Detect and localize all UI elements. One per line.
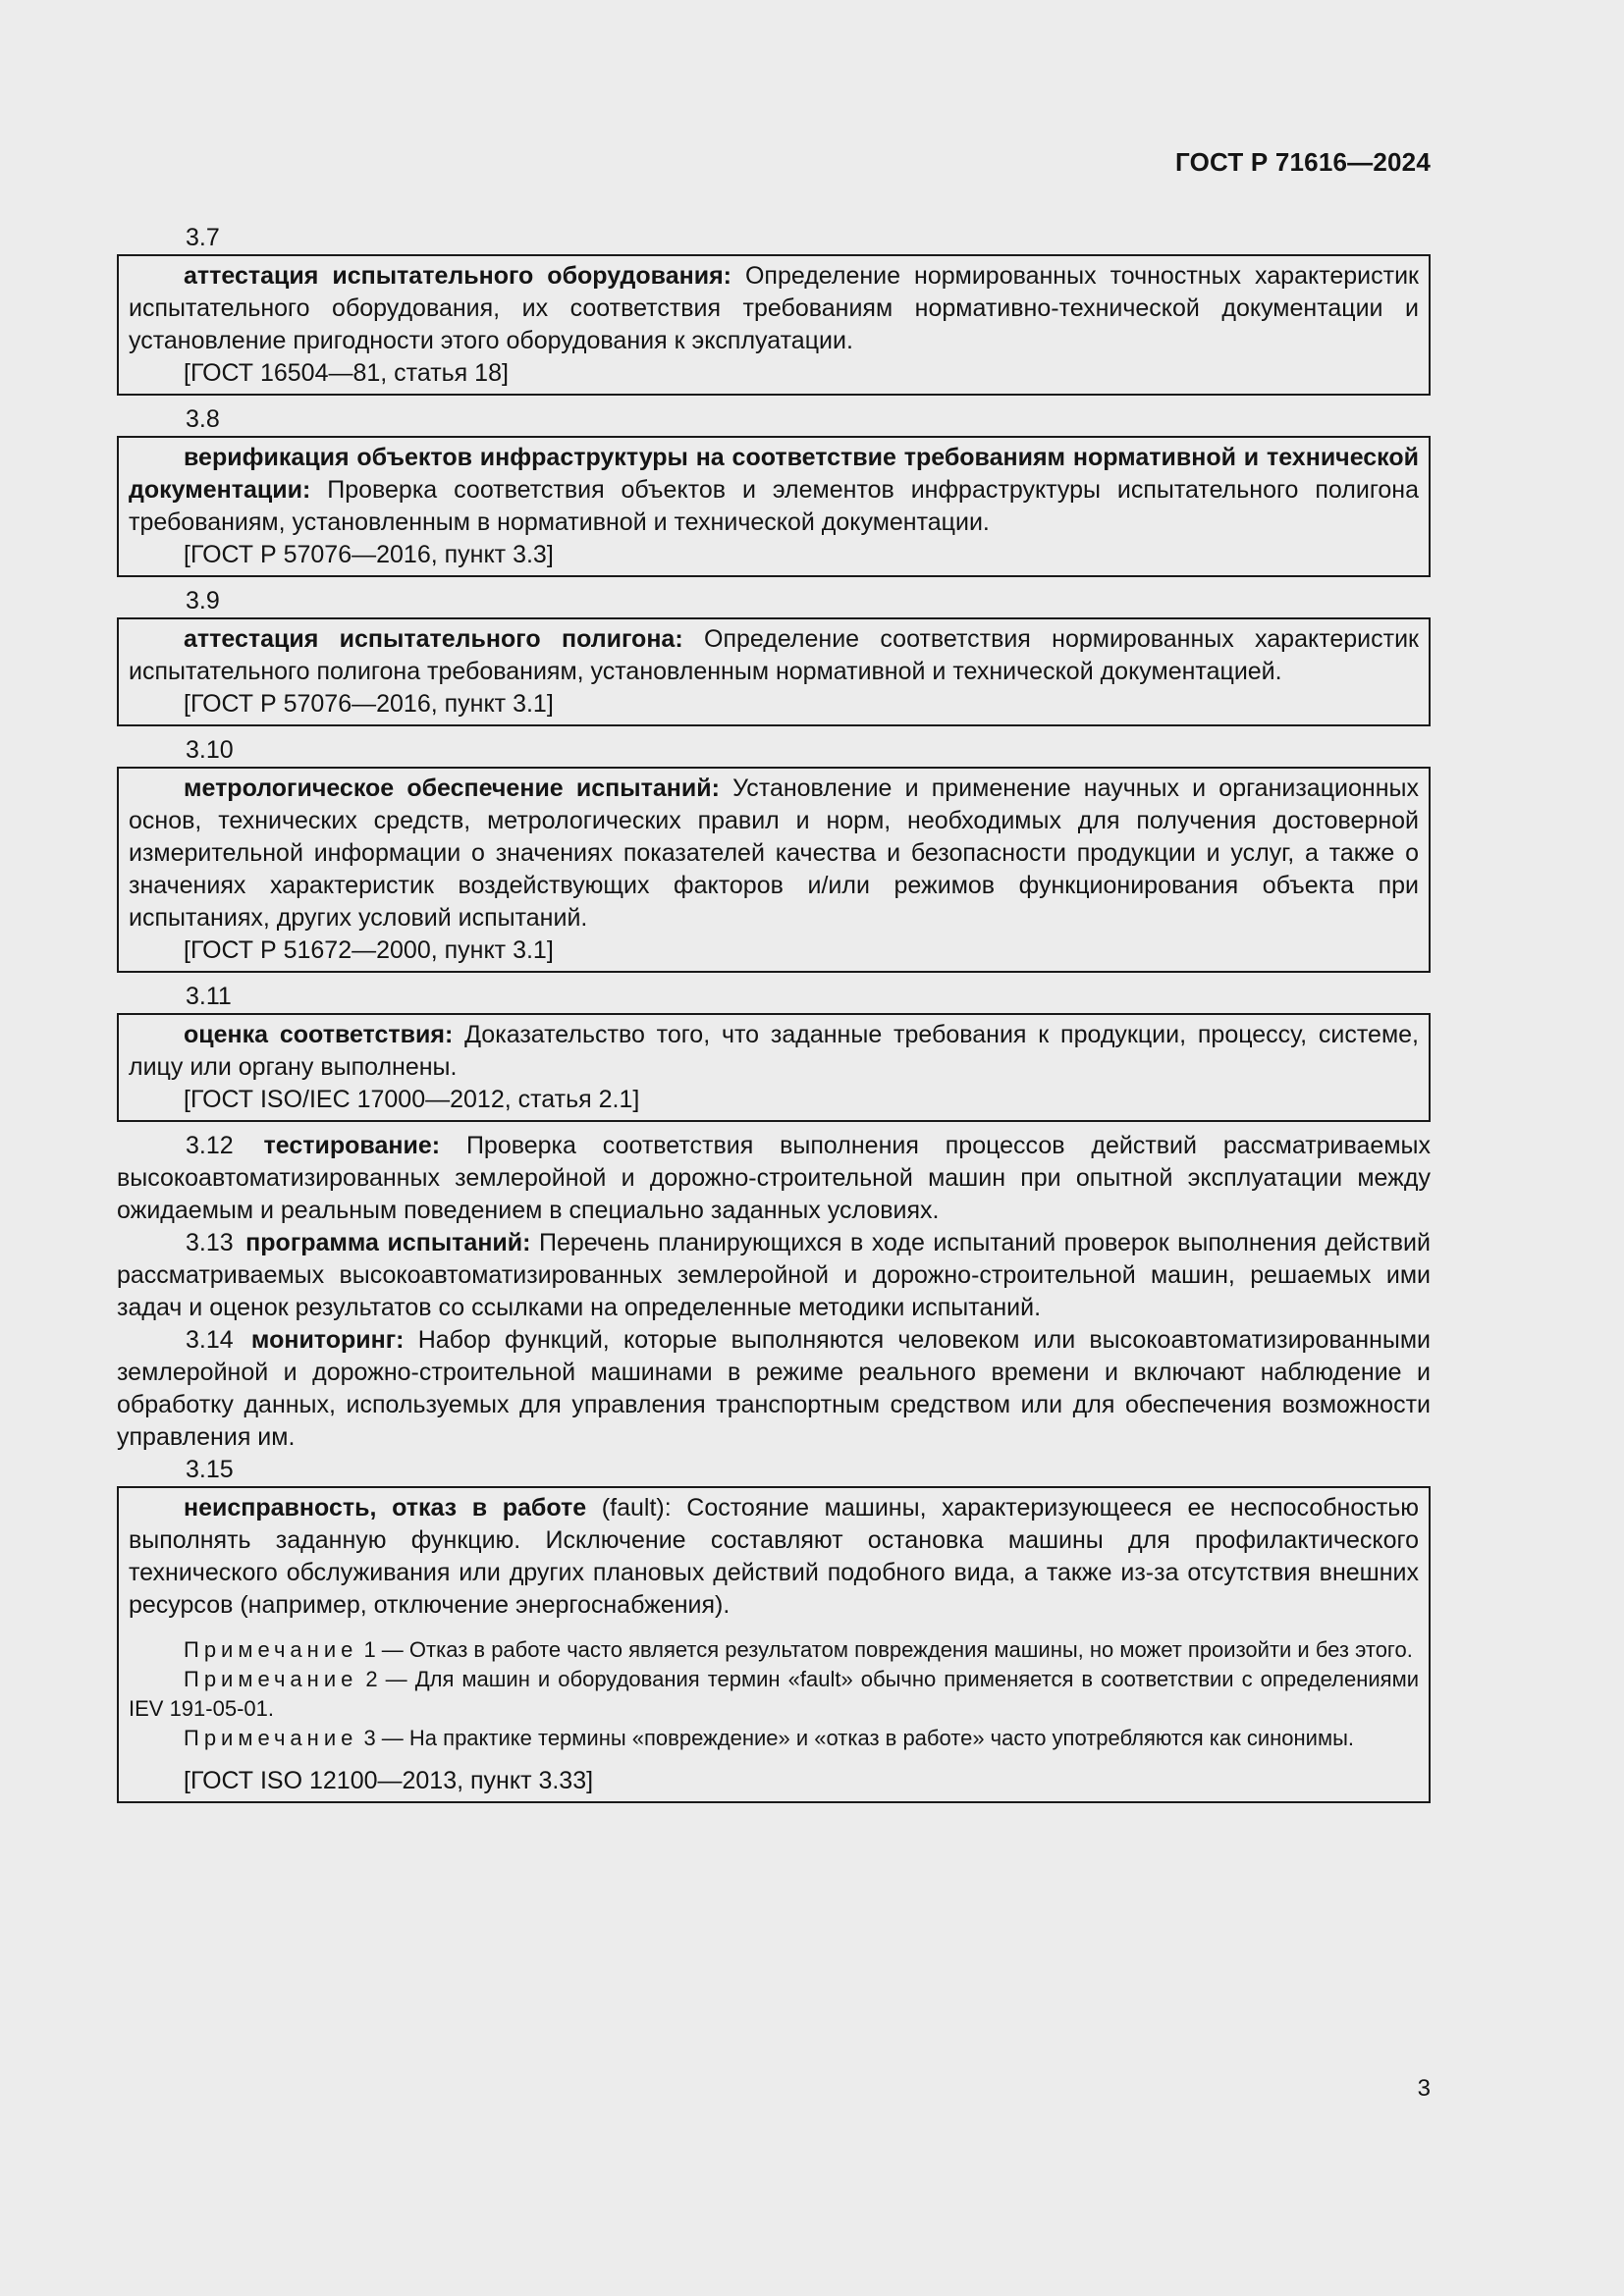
term-number: 3.10 [186, 736, 234, 764]
note-label: Примечание [184, 1726, 358, 1750]
term-text: Проверка соответствия выполнения процессов действий рассматриваемых высокоавтоматизированных землеройной и дорожно-строительной машин при опытной эксплуатации между ожидаемым и реальным поведением в специально заданных условиях. [117, 1132, 1431, 1224]
term-box-3-11 [117, 1013, 1431, 1122]
term-text: (fault): Состояние машины, характеризующееся ее неспособностью выполнять заданную функцию. Исключение составляют остановка машины для профилактического технического обслуживания или других плановых действий подобного вида, а также из-за отсутствия внешних ресурсов (например, отключение энергоснабжения). [129, 1494, 1419, 1619]
term-number: 3.8 [186, 405, 220, 433]
term-source: [ГОСТ Р 51672—2000, пункт 3.1] [184, 936, 554, 964]
note-label: Примечание [184, 1667, 358, 1691]
term-number: 3.9 [186, 587, 220, 614]
term-text: Установление и применение научных и организационных основ, технических средств, метрологических правил и норм, необходимых для получения достоверной измерительной информации о значениях показателей качества и безопасности продукции и услуг, а также о значениях характеристик воздействующих факторов и/или режимов функционирования объекта при испытаниях, других условий испытаний. [129, 774, 1419, 932]
term-source: [ГОСТ Р 57076—2016, пункт 3.3] [184, 541, 554, 568]
term-box-3-15 [117, 1486, 1431, 1803]
term-paragraph-3-13 [117, 1227, 1431, 1324]
term-text: Доказательство того, что заданные требования к продукции, процессу, системе, лицу или органу выполнены. [129, 1021, 1419, 1081]
term-notes [129, 1635, 1419, 1753]
term-number: 3.7 [186, 224, 220, 251]
note-text: 1 — Отказ в работе часто является результатом повреждения машины, но может произойти и без этого. [357, 1637, 1413, 1662]
term-name: неисправность, отказ в работе [184, 1494, 587, 1522]
term-definition [129, 1019, 1419, 1084]
term-text: Перечень планирующихся в ходе испытаний проверок выполнения действий рассматриваемых высокоавтоматизированных землеройной и дорожно-строительной машин, решаемых ими задач и оценок результатов со ссылками на определенные методики испытаний. [117, 1229, 1431, 1321]
note-item [129, 1635, 1419, 1665]
term-name: аттестация испытательного полигона: [184, 625, 683, 653]
term-text: Набор функций, которые выполняются человеком или высокоавтоматизированными землеройной и дорожно-строительной машинами в режиме реального времени и включают наблюдение и обработку данных, используемых для управления транспортным средством или для обеспечения возможности управления им. [117, 1326, 1431, 1451]
term-text: Проверка соответствия объектов и элементов инфраструктуры испытательного полигона требованиям, установленным в нормативной и технической документации. [129, 476, 1419, 536]
term-box-3-9 [117, 617, 1431, 726]
term-source: [ГОСТ 16504—81, статья 18] [184, 359, 509, 387]
term-name: программа испытаний: [245, 1229, 531, 1256]
note-label: Примечание [184, 1637, 358, 1662]
term-paragraph-3-12 [117, 1130, 1431, 1227]
note-item [129, 1724, 1419, 1753]
term-name: тестирование: [263, 1132, 441, 1159]
terms-content [117, 222, 1431, 1811]
page-number: 3 [1417, 2075, 1431, 2102]
term-number: 3.11 [186, 983, 232, 1010]
term-text: Определение соответствия нормированных характеристик испытательного полигона требованиям, установленным нормативной и технической документацией. [129, 625, 1419, 685]
term-definition [129, 623, 1419, 688]
note-text: 3 — На практике термины «повреждение» и «отказ в работе» часто употребляются как синонимы. [357, 1726, 1354, 1750]
term-number: 3.13 [186, 1229, 234, 1256]
term-source: [ГОСТ Р 57076—2016, пункт 3.1] [184, 690, 554, 718]
term-number: 3.15 [186, 1456, 234, 1483]
term-source: [ГОСТ ISO 12100—2013, пункт 3.33] [184, 1767, 594, 1794]
term-text: Определение нормированных точностных характеристик испытательного оборудования, их соответствия требованиям нормативно-технической документации и установление пригодности этого оборудования к эксплуатации. [129, 262, 1419, 354]
term-definition [129, 442, 1419, 539]
term-box-3-8 [117, 436, 1431, 577]
document-id-header: ГОСТ Р 71616—2024 [1175, 147, 1431, 177]
term-name: метрологическое обеспечение испытаний: [184, 774, 720, 802]
term-definition [129, 260, 1419, 357]
term-box-3-10 [117, 767, 1431, 973]
term-name: мониторинг: [250, 1326, 405, 1354]
term-definition [129, 1492, 1419, 1622]
term-box-3-7 [117, 254, 1431, 396]
note-item [129, 1665, 1419, 1724]
term-name: оценка соответствия: [184, 1021, 454, 1048]
term-definition [129, 773, 1419, 934]
term-source: [ГОСТ ISO/IEC 17000—2012, статья 2.1] [184, 1086, 640, 1113]
term-number: 3.12 [186, 1132, 234, 1159]
term-paragraph-3-14 [117, 1324, 1431, 1454]
term-number: 3.14 [186, 1326, 234, 1354]
note-text: 2 — Для машин и оборудования термин «fault» обычно применяется в соответствии с определениями IEV 191-05-01. [129, 1667, 1419, 1721]
term-name: верификация объектов инфраструктуры на соответствие требованиям нормативной и технической документации: [129, 444, 1419, 504]
term-name: аттестация испытательного оборудования: [184, 262, 731, 290]
